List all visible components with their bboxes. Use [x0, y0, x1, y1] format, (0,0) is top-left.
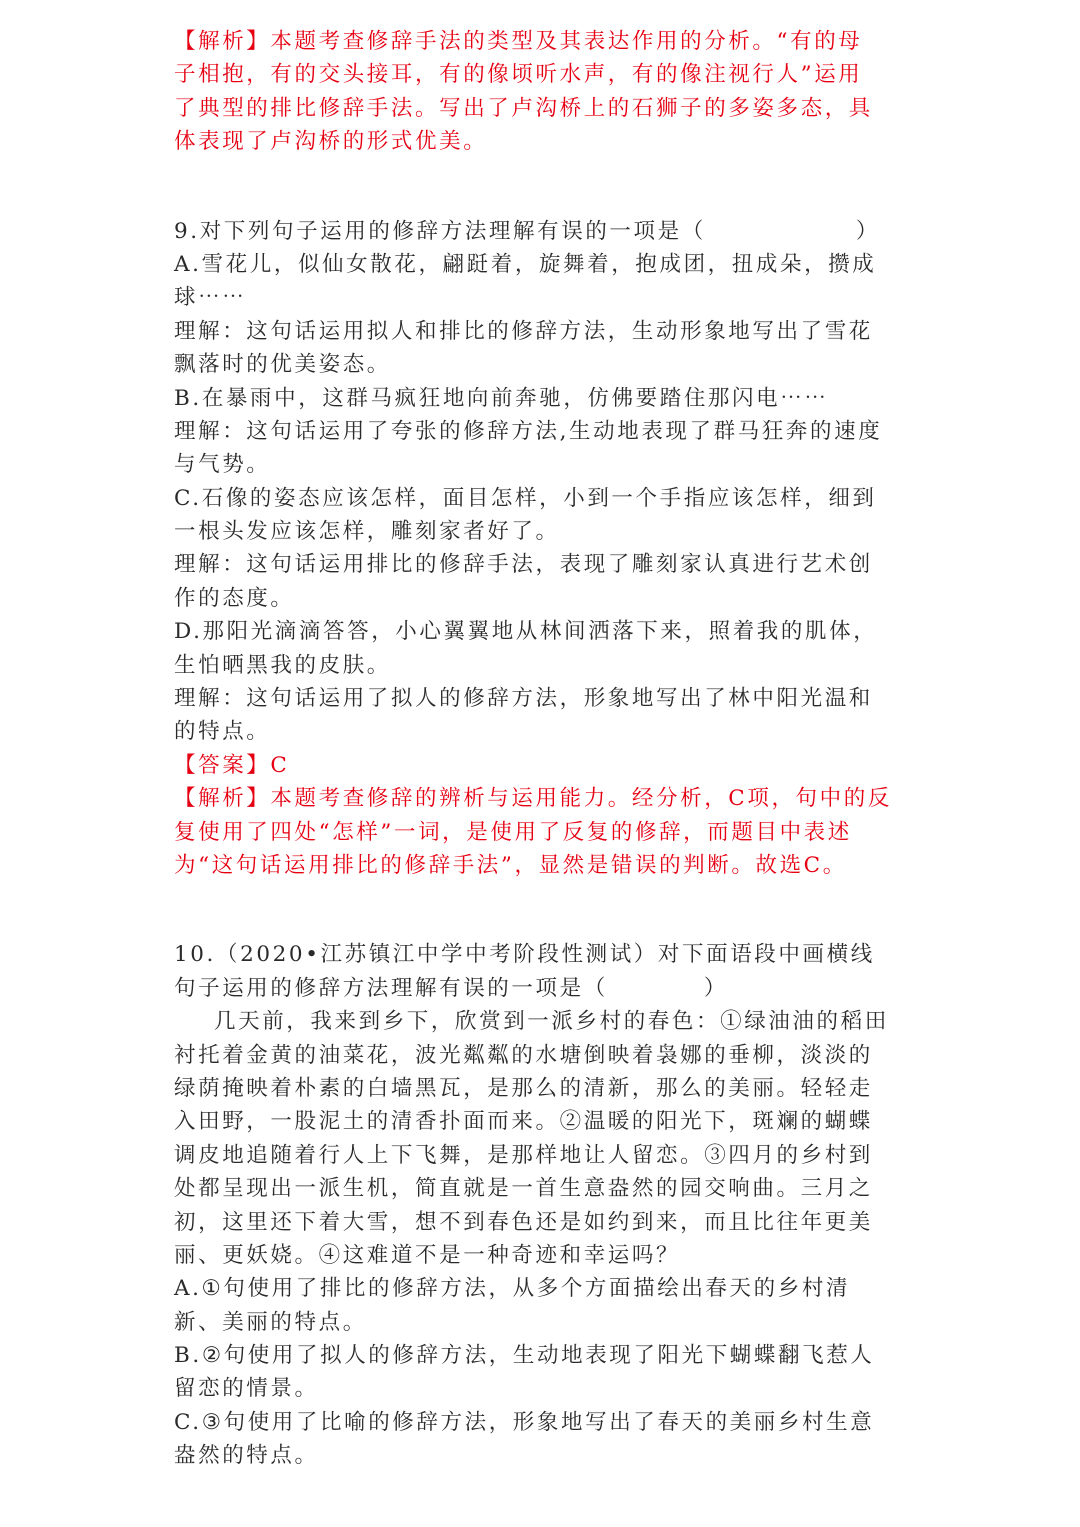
- question-9: [174, 215, 914, 883]
- option-line: 飘落时的优美姿态。: [174, 352, 391, 378]
- option-line: 生怕晒黑我的皮肤。: [174, 652, 391, 678]
- passage-line: 绿荫掩映着朴素的白墙黑瓦，是那么的清新，那么的美丽。轻轻走: [174, 1075, 873, 1101]
- analysis-line: 复使用了四处“怎样”一词，是使用了反复的修辞，而题目中表述: [174, 819, 852, 845]
- option-line: 与气势。: [174, 452, 271, 478]
- stem-close: ）: [855, 218, 880, 244]
- answer-line: 【答案】C: [174, 752, 290, 778]
- option-line: 新、美丽的特点。: [174, 1309, 367, 1335]
- analysis-line: 【解析】本题考查修辞的辨析与运用能力。经分析，C项，句中的反: [174, 786, 892, 812]
- analysis-line: 子相抱，有的交头接耳，有的像顷听水声，有的像注视行人”运用: [174, 62, 863, 88]
- passage-line: 几天前，我来到乡下，欣赏到一派乡村的春色：①绿油油的稻田: [214, 1009, 889, 1035]
- option-line: A.①句使用了排比的修辞方法，从多个方面描绘出春天的乡村清: [174, 1276, 851, 1302]
- option-line: 理解：这句话运用了拟人的修辞方法，形象地写出了林中阳光温和: [174, 686, 873, 712]
- option-line: B.②句使用了拟人的修辞方法，生动地表现了阳光下蝴蝶翻飞惹人: [174, 1343, 875, 1369]
- option-line: 球⋯⋯: [174, 285, 247, 311]
- option-line: 理解：这句话运用排比的修辞手法，表现了雕刻家认真进行艺术创: [174, 552, 873, 578]
- option-line: 盎然的特点。: [174, 1443, 319, 1469]
- option-line: 的特点。: [174, 719, 271, 745]
- option-line: 留恋的情景。: [174, 1376, 319, 1402]
- option-line: B.在暴雨中，这群马疯狂地向前奔驰，仿佛要踏住那闪电⋯⋯: [174, 385, 829, 411]
- passage-line: 初，这里还下着大雪，想不到春色还是如约到来，而且比往年更美: [174, 1209, 873, 1235]
- option-line: 一根头发应该怎样，雕刻家者好了。: [174, 519, 560, 545]
- analysis-line: 体表现了卢沟桥的形式优美。: [174, 129, 488, 155]
- passage-line: 衬托着金黄的油菜花，波光粼粼的水塘倒映着袅娜的垂柳，淡淡的: [174, 1042, 873, 1068]
- option-line: C.石像的姿态应该怎样，面目怎样，小到一个手指应该怎样，细到: [174, 485, 877, 511]
- document-page: [174, 25, 914, 1473]
- question-10-stem: 10.（2020•江苏镇江中学中考阶段性测试）对下面语段中画横线: [174, 942, 875, 968]
- option-line: D.那阳光滴滴答答，小心翼翼地从林间洒落下来，照着我的肌体，: [174, 619, 878, 645]
- stem-close: ）: [703, 975, 728, 1001]
- passage-line: 处都呈现出一派生机，简直就是一首生意盎然的园交响曲。三月之: [174, 1176, 873, 1202]
- stem-text: 句子运用的修辞方法理解有误的一项是（: [174, 975, 608, 1001]
- analysis-line: 为“这句话运用排比的修辞手法”，显然是错误的判断。故选C。: [174, 852, 847, 878]
- analysis-line: 【解析】本题考查修辞手法的类型及其表达作用的分析。“有的母: [174, 29, 863, 54]
- passage-line: 丽、更妖娆。④这难道不是一种奇迹和幸运吗？: [174, 1242, 681, 1268]
- question-9-stem: [174, 215, 914, 248]
- option-line: 理解：这句话运用了夸张的修辞方法,生动地表现了群马狂奔的速度: [174, 418, 883, 444]
- option-line: C.③句使用了比喻的修辞方法，形象地写出了春天的美丽乡村生意: [174, 1409, 875, 1435]
- passage-line: 入田野，一股泥土的清香扑面而来。②温暖的阳光下，斑斓的蝴蝶: [174, 1109, 873, 1135]
- question-10-stem: [174, 972, 914, 1005]
- option-line: A.雪花儿，似仙女散花，翩跹着，旋舞着，抱成团，扭成朵，攒成: [174, 251, 877, 277]
- stem-text: 9.对下列句子运用的修辞方法理解有误的一项是（: [174, 218, 706, 244]
- question-10: [174, 938, 914, 1472]
- option-line: 理解：这句话运用拟人和排比的修辞方法，生动形象地写出了雪花: [174, 318, 873, 344]
- analysis-line: 了典型的排比修辞手法。写出了卢沟桥上的石狮子的多姿多态，具: [174, 95, 873, 121]
- prev-analysis: [174, 25, 914, 159]
- passage-line: 调皮地追随着行人上下飞舞，是那样地让人留恋。③四月的乡村到: [174, 1142, 873, 1168]
- option-line: 作的态度。: [174, 585, 295, 611]
